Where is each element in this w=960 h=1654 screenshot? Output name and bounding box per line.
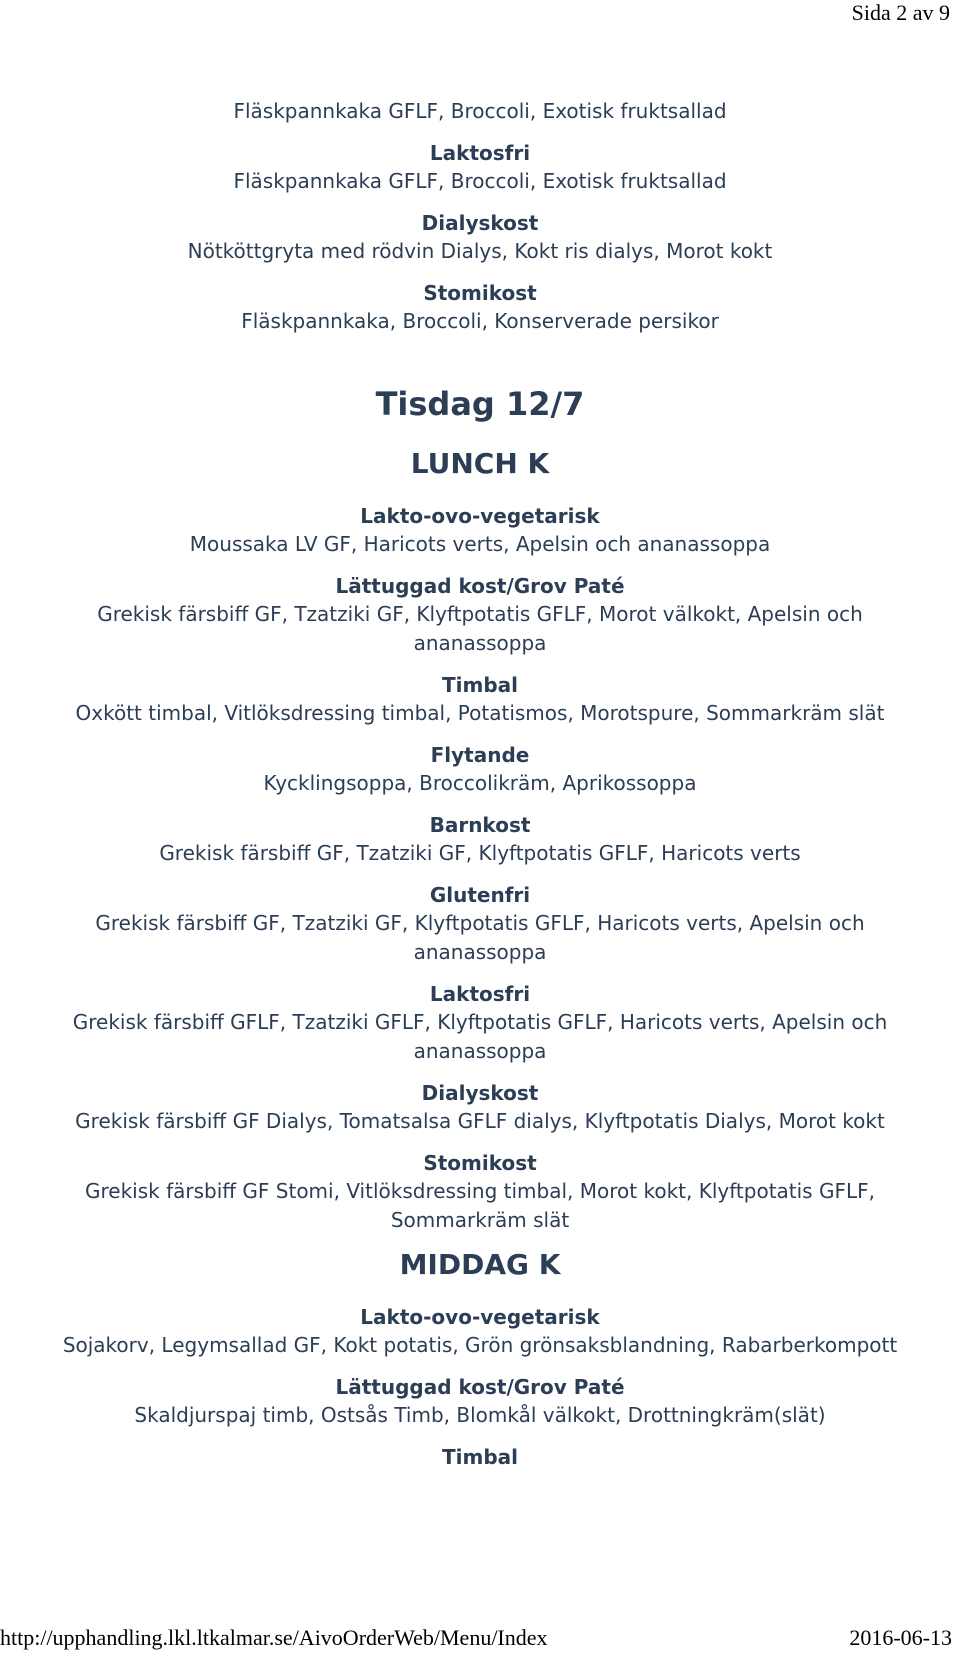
entry-items: Grekisk färsbiff GF, Tzatziki GF, Klyftpotatis GFLF, Morot välkokt, Apelsin och: [97, 602, 863, 626]
menu-entry: [40, 209, 920, 266]
menu-entry: [40, 1149, 920, 1235]
entry-category: Lakto-ovo-vegetarisk: [360, 504, 600, 528]
entry-category: Laktosfri: [429, 982, 531, 1006]
entry-items: Fläskpannkaka, Broccoli, Konserverade persikor: [241, 309, 719, 333]
entry-category: Flytande: [430, 743, 530, 767]
entry-items-continued: ananassoppa: [413, 1039, 547, 1063]
print-date: 2016-06-13: [849, 1625, 952, 1650]
entry-items-continued: ananassoppa: [413, 940, 547, 964]
entry-items-continued: ananassoppa: [413, 631, 547, 655]
day-section: [40, 384, 920, 1484]
menu-entry: [40, 811, 920, 868]
entry-items: Kycklingsoppa, Broccolikräm, Aprikossoppa: [263, 771, 697, 795]
entry-items: Sojakorv, Legymsallad GF, Kokt potatis, Grön grönsaksblandning, Rabarberkompott: [62, 1333, 898, 1357]
entry-items: Moussaka LV GF, Haricots verts, Apelsin och ananassoppa: [189, 532, 771, 556]
entry-category: Stomikost: [423, 281, 537, 305]
page-indicator: Sida 2 av 9: [851, 0, 950, 25]
entry-category: Lättuggad kost/Grov Paté: [335, 1375, 625, 1399]
menu-entry: [40, 1443, 920, 1471]
menu-continuation: [40, 97, 920, 349]
entry-category: Laktosfri: [429, 141, 531, 165]
day-title: Tisdag 12/7: [375, 385, 585, 423]
menu-entry: [40, 502, 920, 559]
entry-category: Lakto-ovo-vegetarisk: [360, 1305, 600, 1329]
menu-entry: [40, 139, 920, 196]
entry-items-continued: Sommarkräm slät: [390, 1208, 570, 1232]
entry-items: Fläskpannkaka GFLF, Broccoli, Exotisk fruktsallad: [233, 169, 727, 193]
menu-entry: [40, 97, 920, 126]
entry-items: Nötköttgryta med rödvin Dialys, Kokt ris dialys, Morot kokt: [187, 239, 773, 263]
entry-items: Grekisk färsbiff GF Stomi, Vitlöksdressing timbal, Morot kokt, Klyftpotatis GFLF,: [85, 1179, 875, 1203]
dinner-title: MIDDAG K: [399, 1248, 561, 1281]
menu-entry: [40, 741, 920, 798]
entry-items: Fläskpannkaka GFLF, Broccoli, Exotisk fruktsallad: [233, 99, 727, 123]
menu-entry: [40, 1079, 920, 1136]
entry-category: Glutenfri: [429, 883, 531, 907]
entry-category: Barnkost: [429, 813, 531, 837]
menu-entry: [40, 980, 920, 1066]
menu-entry: [40, 671, 920, 728]
entry-category: Lättuggad kost/Grov Paté: [335, 574, 625, 598]
menu-entry: [40, 1373, 920, 1430]
menu-entry: [40, 1303, 920, 1360]
lunch-title: LUNCH K: [410, 447, 550, 480]
entry-category: Dialyskost: [421, 1081, 539, 1105]
entry-category: Dialyskost: [421, 211, 539, 235]
entry-items: Grekisk färsbiff GF Dialys, Tomatsalsa GFLF dialys, Klyftpotatis Dialys, Morot kokt: [75, 1109, 885, 1133]
source-url: http://upphandling.lkl.ltkalmar.se/AivoOrderWeb/Menu/Index: [0, 1625, 548, 1650]
menu-entry: [40, 279, 920, 336]
entry-category: Stomikost: [423, 1151, 537, 1175]
menu-entry: [40, 572, 920, 658]
entry-items: Oxkött timbal, Vitlöksdressing timbal, Potatismos, Morotspure, Sommarkräm slät: [75, 701, 885, 725]
menu-entry: [40, 881, 920, 967]
entry-items: Skaldjurspaj timb, Ostsås Timb, Blomkål välkokt, Drottningkräm(slät): [134, 1403, 826, 1427]
entry-items: Grekisk färsbiff GFLF, Tzatziki GFLF, Klyftpotatis GFLF, Haricots verts, Apelsin och: [72, 1010, 888, 1034]
entry-category: Timbal: [441, 1445, 518, 1469]
entry-items: Grekisk färsbiff GF, Tzatziki GF, Klyftpotatis GFLF, Haricots verts: [159, 841, 801, 865]
entry-items: Grekisk färsbiff GF, Tzatziki GF, Klyftpotatis GFLF, Haricots verts, Apelsin och: [95, 911, 865, 935]
entry-category: Timbal: [441, 673, 518, 697]
